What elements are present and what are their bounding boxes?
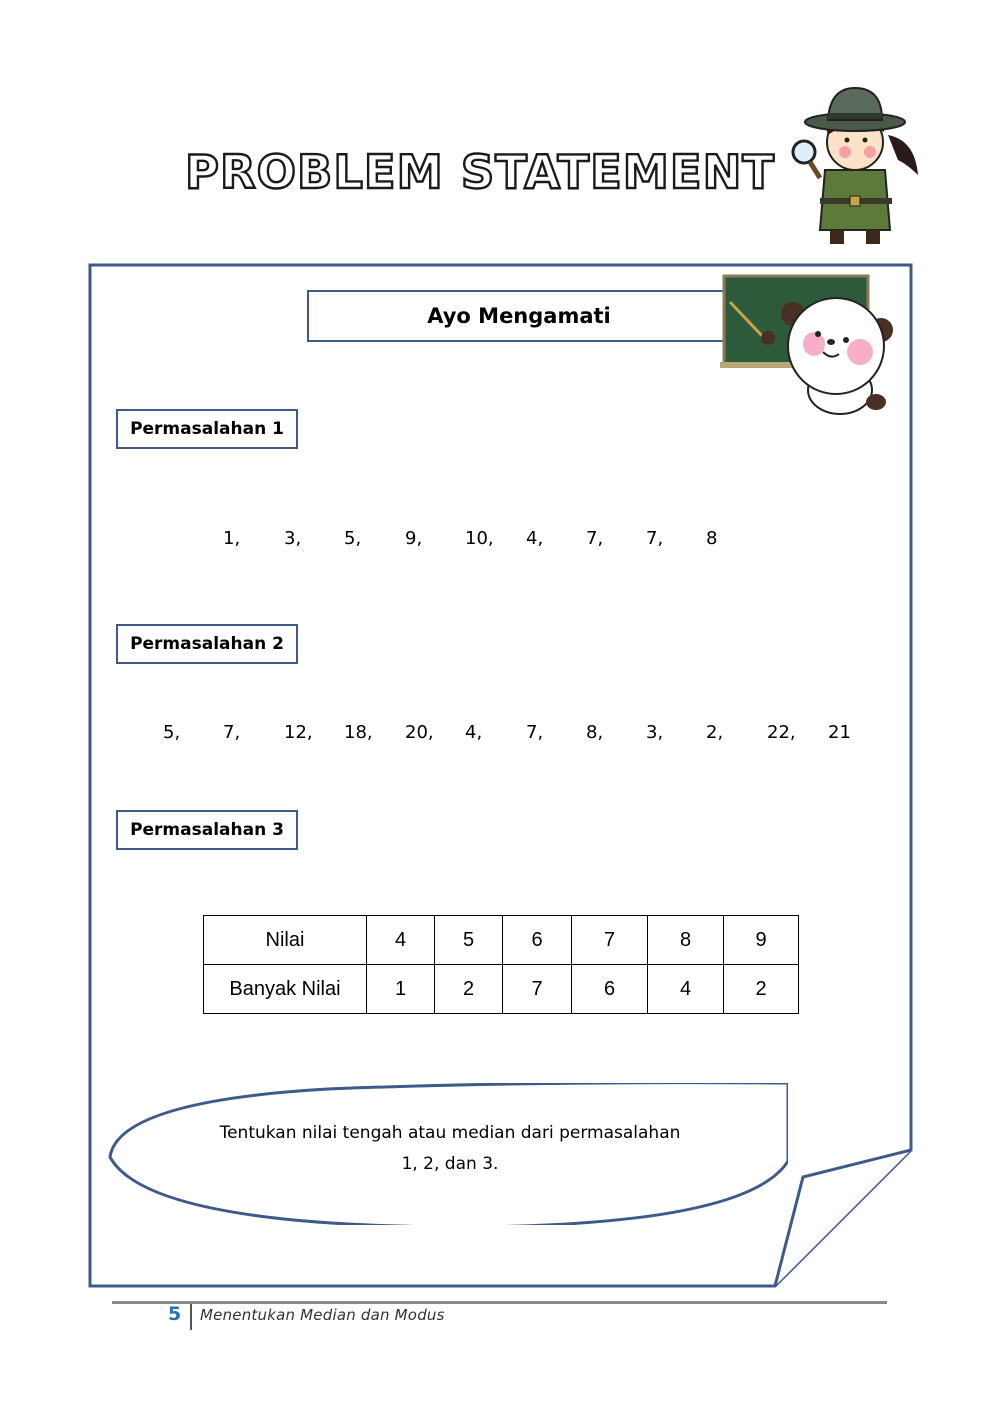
table-cell: 5 [435,916,503,965]
problem1-label: Permasalahan 1 [130,419,284,439]
problem3-label-box [116,810,298,850]
table-cell: 9 [724,916,799,965]
number-item: 7, [526,722,544,743]
table-row [204,965,799,1014]
number-item: 12, [284,722,313,743]
number-item: 7, [586,528,604,549]
table-row [204,916,799,965]
number-item: 4, [465,722,483,743]
instruction-line-1: Tentukan nilai tengah atau median dari permasalahan [219,1123,681,1143]
number-item: 3, [284,528,302,549]
number-item: 2, [706,722,724,743]
banner-title: PROBLEM STATEMENT [185,145,775,199]
number-item: 4, [526,528,544,549]
number-item: 5, [344,528,362,549]
footer-subtitle: Menentukan Median dan Modus [200,1306,445,1324]
table-cell: 7 [503,965,572,1014]
table-cell: 2 [724,965,799,1014]
problem-statement-banner [180,140,780,200]
instruction-text [170,1118,730,1180]
instruction-line-2: 1, 2, dan 3. [401,1154,499,1174]
table-cell: 6 [503,916,572,965]
section-title: Ayo Mengamati [427,304,611,328]
number-item: 22, [767,722,796,743]
chalkboard-panda-illustration [718,272,898,422]
table-cell: 1 [367,965,435,1014]
number-item: 8 [706,528,718,549]
number-item: 18, [344,722,373,743]
number-item: 10, [465,528,494,549]
section-title-box [307,290,731,342]
frequency-table [203,915,799,1014]
number-item: 7, [646,528,664,549]
number-item: 9, [405,528,423,549]
footer-divider [112,1301,887,1304]
number-item: 5, [163,722,181,743]
table-cell: 8 [648,916,724,965]
table-cell: Banyak Nilai [204,965,367,1014]
detective-illustration [790,80,930,250]
problem2-label: Permasalahan 2 [130,634,284,654]
number-item: 1, [223,528,241,549]
number-item: 21 [828,722,851,743]
problem2-label-box [116,624,298,664]
table-cell: 6 [572,965,648,1014]
table-cell: 7 [572,916,648,965]
page-number: 5 [168,1303,182,1325]
table-cell: Nilai [204,916,367,965]
number-item: 3, [646,722,664,743]
table-cell: 4 [648,965,724,1014]
number-item: 20, [405,722,434,743]
footer-separator [190,1304,192,1330]
table-cell: 4 [367,916,435,965]
table-cell: 2 [435,965,503,1014]
problem1-label-box [116,409,298,449]
problem3-label: Permasalahan 3 [130,820,284,840]
number-item: 8, [586,722,604,743]
number-item: 7, [223,722,241,743]
